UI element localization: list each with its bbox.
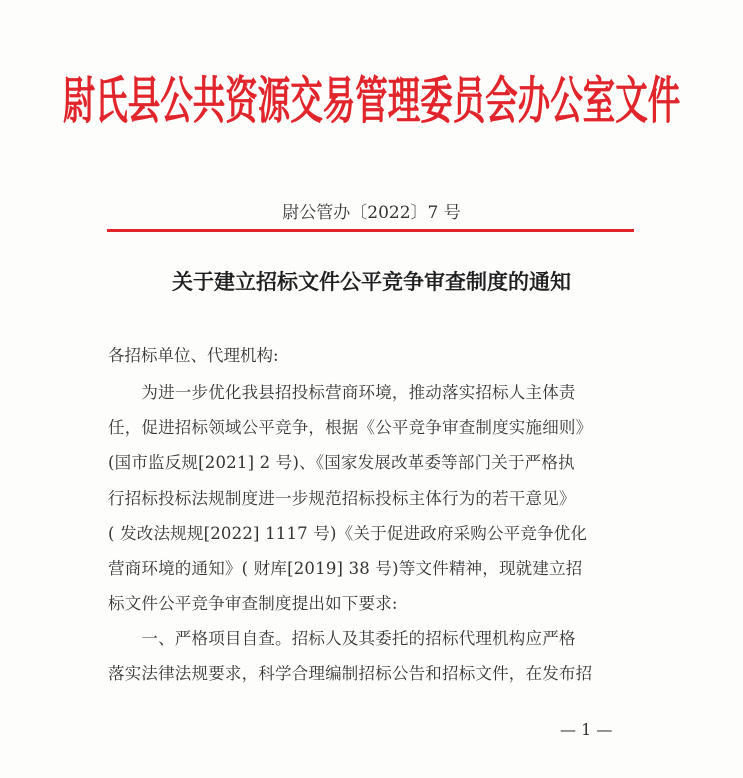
body-line: 为进一步优化我县招投标营商环境，推动落实招标人主体责 <box>108 383 576 402</box>
body-line: 营商环境的通知》( 财库[2019] 38 号)等文件精神，现就建立招 <box>108 559 583 578</box>
body-line: 任，促进招标领域公平竞争，根据《公平竞争审查制度实施细则》 <box>108 418 593 437</box>
body-line: 一、严格项目自查。招标人及其委托的招标代理机构应严格 <box>108 629 576 648</box>
body-line: ( 发改法规规[2022] 1117 号)《关于促进政府采购公平竞争优化 <box>108 524 588 543</box>
red-divider-line <box>107 229 634 232</box>
body-line: 行招标投标法规制度进一步规范招标投标主体行为的若干意见》 <box>108 489 576 508</box>
document-number: 尉公管办〔2022〕7 号 <box>282 203 461 223</box>
page-number: — 1 — <box>560 720 613 739</box>
body-line: (国市监反规[2021] 2 号)、《国家发展改革委等部门关于严格执 <box>108 453 575 472</box>
issuer-header: 尉氏县公共资源交易管理委员会办公室文件 <box>62 69 681 131</box>
body-line: 落实法律法规要求，科学合理编制招标公告和招标文件，在发布招 <box>108 664 593 683</box>
salutation: 各招标单位、代理机构: <box>108 346 279 365</box>
body-line: 标文件公平竞争审查制度提出如下要求: <box>108 594 398 613</box>
document-title: 关于建立招标文件公平竞争审查制度的通知 <box>172 269 571 294</box>
